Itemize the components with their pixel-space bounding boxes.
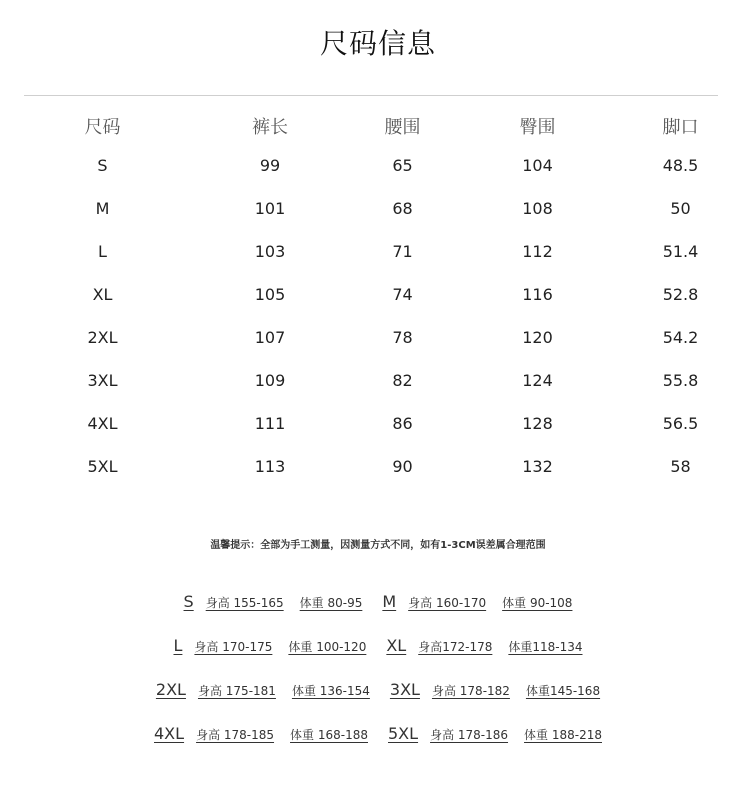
reference-entry bbox=[173, 636, 366, 655]
reference-height: 身高 170-175 bbox=[194, 640, 273, 654]
reference-size: 3XL bbox=[389, 680, 420, 699]
reference-weight: 体重 136-154 bbox=[291, 684, 370, 698]
cell-waist: 71 bbox=[392, 242, 413, 261]
reference-weight: 体重145-168 bbox=[525, 684, 601, 698]
reference-size: S bbox=[183, 592, 194, 611]
header-size: 尺码 bbox=[84, 117, 121, 138]
reference-height: 身高 175-181 bbox=[197, 684, 276, 698]
reference-entry bbox=[390, 680, 600, 699]
cell-hip: 104 bbox=[522, 156, 553, 175]
reference-height: 身高 178-182 bbox=[431, 684, 510, 698]
reference-weight: 体重 168-188 bbox=[290, 728, 368, 742]
cell-size: L bbox=[98, 242, 107, 261]
cell-pants-length: 105 bbox=[254, 285, 286, 304]
cell-size: M bbox=[95, 199, 110, 218]
reference-entry bbox=[184, 592, 363, 611]
reference-entry bbox=[156, 680, 370, 699]
table-row bbox=[0, 316, 756, 359]
cell-hem: 55.8 bbox=[662, 371, 699, 390]
cell-size: 4XL bbox=[87, 414, 118, 433]
reference-height: 身高 160-170 bbox=[408, 596, 487, 610]
measurement-note: 温馨提示：全部为手工测量，因测量方式不同，如有1-3CM误差属合理范围 bbox=[210, 540, 546, 551]
cell-size: XL bbox=[92, 285, 113, 304]
cell-size: 3XL bbox=[87, 371, 118, 390]
header-hem: 脚口 bbox=[662, 117, 699, 138]
cell-hem: 50 bbox=[670, 199, 691, 218]
cell-hip: 128 bbox=[522, 414, 553, 433]
cell-hip: 124 bbox=[522, 371, 553, 390]
table-row bbox=[0, 230, 756, 273]
size-table bbox=[0, 108, 756, 488]
cell-waist: 65 bbox=[392, 156, 413, 175]
table-row bbox=[0, 144, 756, 187]
cell-hem: 52.8 bbox=[662, 285, 699, 304]
cell-pants-length: 107 bbox=[254, 328, 286, 347]
reference-weight: 体重 90-108 bbox=[502, 596, 573, 610]
cell-hip: 132 bbox=[522, 457, 553, 476]
reference-entry bbox=[154, 724, 368, 743]
reference-row bbox=[0, 680, 756, 724]
cell-hem: 54.2 bbox=[662, 328, 699, 347]
reference-entry bbox=[382, 592, 572, 611]
cell-pants-length: 99 bbox=[259, 156, 281, 175]
reference-row bbox=[0, 636, 756, 680]
table-header-row bbox=[0, 108, 756, 144]
reference-row bbox=[0, 592, 756, 636]
reference-entry bbox=[388, 724, 602, 743]
reference-size: XL bbox=[386, 636, 407, 655]
reference-size: 4XL bbox=[154, 724, 185, 743]
cell-pants-length: 113 bbox=[254, 457, 286, 476]
cell-waist: 74 bbox=[392, 285, 413, 304]
cell-waist: 78 bbox=[392, 328, 413, 347]
reference-entry bbox=[386, 636, 582, 655]
cell-pants-length: 101 bbox=[254, 199, 286, 218]
table-row bbox=[0, 359, 756, 402]
reference-weight: 体重 80-95 bbox=[299, 596, 363, 610]
cell-hem: 51.4 bbox=[662, 242, 699, 261]
reference-size: L bbox=[173, 636, 183, 655]
size-reference bbox=[0, 592, 756, 768]
table-row bbox=[0, 273, 756, 316]
cell-pants-length: 109 bbox=[254, 371, 286, 390]
cell-hem: 56.5 bbox=[662, 414, 699, 433]
reference-height: 身高172-178 bbox=[418, 640, 493, 654]
cell-pants-length: 111 bbox=[254, 414, 286, 433]
cell-hem: 48.5 bbox=[662, 156, 699, 175]
table-row bbox=[0, 445, 756, 488]
cell-waist: 90 bbox=[392, 457, 413, 476]
cell-waist: 68 bbox=[392, 199, 413, 218]
page-title: 尺码信息 bbox=[319, 27, 436, 60]
cell-pants-length: 103 bbox=[254, 242, 286, 261]
reference-weight: 体重 100-120 bbox=[288, 640, 367, 654]
cell-size: 5XL bbox=[87, 457, 118, 476]
cell-hip: 112 bbox=[522, 242, 553, 261]
reference-weight: 体重118-134 bbox=[508, 640, 583, 654]
title-divider bbox=[24, 95, 718, 96]
header-waist: 腰围 bbox=[384, 117, 421, 138]
reference-height: 身高 178-185 bbox=[196, 728, 275, 742]
cell-hip: 120 bbox=[522, 328, 553, 347]
cell-size: S bbox=[97, 156, 108, 175]
cell-hip: 108 bbox=[522, 199, 553, 218]
reference-size: 2XL bbox=[155, 680, 186, 699]
table-row bbox=[0, 187, 756, 230]
reference-weight: 体重 188-218 bbox=[524, 728, 602, 742]
reference-size: M bbox=[382, 592, 397, 611]
header-hip: 臀围 bbox=[519, 117, 556, 138]
reference-size: 5XL bbox=[388, 724, 419, 743]
header-pants-length: 裤长 bbox=[252, 117, 288, 138]
table-body bbox=[0, 144, 756, 488]
reference-height: 身高 178-186 bbox=[430, 728, 509, 742]
cell-hem: 58 bbox=[670, 457, 691, 476]
cell-hip: 116 bbox=[522, 285, 553, 304]
cell-waist: 82 bbox=[392, 371, 413, 390]
reference-height: 身高 155-165 bbox=[205, 596, 284, 610]
cell-size: 2XL bbox=[87, 328, 118, 347]
reference-row bbox=[0, 724, 756, 768]
table-row bbox=[0, 402, 756, 445]
cell-waist: 86 bbox=[392, 414, 413, 433]
